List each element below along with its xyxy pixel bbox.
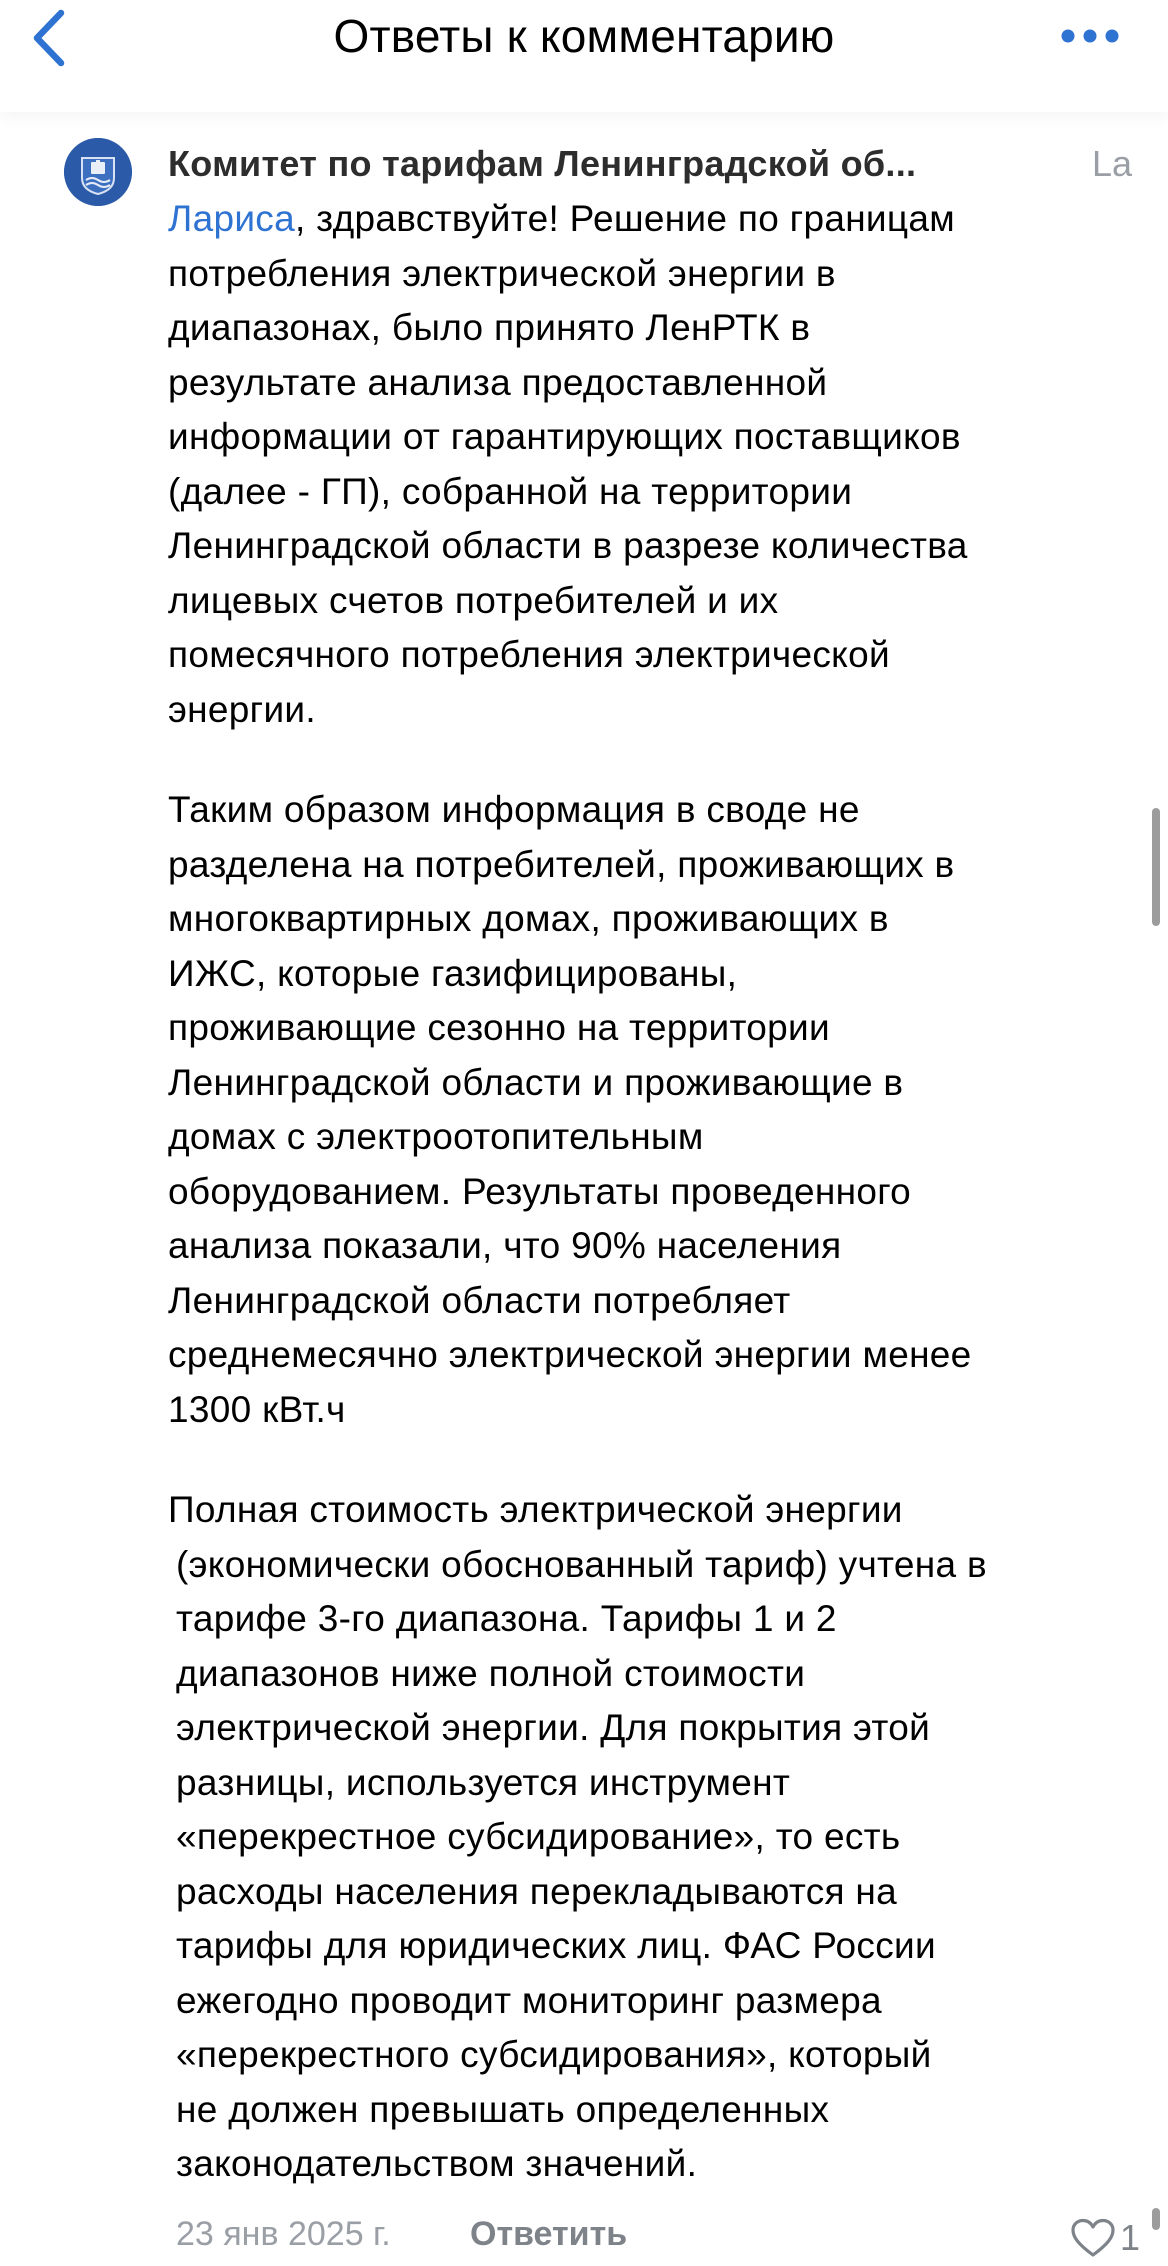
scroll-indicator-bottom [1152, 2208, 1160, 2230]
author-name[interactable]: Комитет по тарифам Ленинградской об... [168, 143, 917, 184]
text-line-part: , здравствуйте! Решение по границам [294, 198, 956, 239]
author-avatar[interactable] [64, 138, 132, 206]
text-line: (далее - ГП), собранной на территории [168, 470, 853, 512]
heart-outline-icon [1070, 2218, 1116, 2258]
comment [168, 136, 1138, 2262]
text-line: ИЖС, которые газифицированы, [168, 952, 738, 994]
text-line: 1300 кВт.ч [168, 1388, 346, 1430]
text-line: тарифы для юридических лиц. ФАС России [176, 1925, 936, 1966]
text-line: энергии. [168, 688, 316, 730]
text-line: Ленинградской области потребляет [168, 1279, 791, 1321]
text-line: информации от гарантирующих поставщиков [168, 416, 961, 457]
comment-header [168, 136, 1138, 192]
text-line: Полная стоимость электрической энергии [168, 1489, 903, 1530]
text-line: анализа показали, что 90% населения [168, 1225, 842, 1266]
text-line: законодательством значений. [176, 2143, 698, 2184]
comment-date: 23 янв 2025 г. [176, 2214, 391, 2253]
text-line: (экономически обоснованный тариф) учтена в [176, 1543, 987, 1585]
text-line: тарифе 3-го диапазона. Тарифы 1 и 2 [176, 1598, 837, 1639]
text-line: Ленинградской области в разрезе количества [168, 525, 968, 566]
text-line: лицевых счетов потребителей и их [168, 579, 779, 621]
text-line: среднемесячно электрической энергии менее [168, 1334, 972, 1375]
text-line: «перекрестное субсидирование», то есть [176, 1816, 901, 1857]
text-line: не должен превышать определенных [176, 2088, 830, 2130]
reply-button[interactable]: Ответить [470, 2214, 628, 2253]
text-line: электрической энергии. Для покрытия этой [176, 1707, 931, 1748]
comment-paragraph-1 [168, 192, 1138, 737]
author-extra[interactable]: La [1091, 143, 1132, 184]
text-line: потребления электрической энергии в [168, 252, 836, 294]
mention-link[interactable]: Лариса [168, 198, 295, 239]
more-options-button[interactable] [1050, 8, 1130, 64]
text-line: «перекрестного субсидирования», который [176, 2034, 932, 2075]
text-line: разницы, используется инструмент [176, 1761, 791, 1803]
text-line: помесячного потребления электрической [168, 634, 890, 675]
text-line: диапазонов ниже полной стоимости [176, 1652, 806, 1694]
text-line: оборудованием. Результаты проведенного [168, 1170, 912, 1212]
text-line: результате анализа предоставленной [168, 361, 828, 403]
coat-of-arms-icon [64, 138, 132, 206]
text-line: ежегодно проводит мониторинг размера [176, 1979, 882, 2021]
comment-paragraph-3 [168, 1483, 1138, 2192]
text-line: проживающие сезонно на территории [168, 1007, 830, 1048]
page-title: Ответы к комментарию [333, 10, 835, 62]
like-count: 1 [1119, 2216, 1140, 2258]
text-line: Ленинградской области и проживающие в [168, 1061, 904, 1103]
comment-paragraph-2 [168, 783, 1138, 1437]
text-line: многоквартирных домах, проживающих в [168, 898, 889, 939]
comment-footer [168, 2206, 1138, 2262]
top-nav-bar [0, 0, 1168, 112]
text-line: разделена на потребителей, проживающих в [168, 843, 955, 885]
text-line: расходы населения перекладываются на [176, 1870, 898, 1912]
text-line: домах с электроотопительным [168, 1116, 704, 1157]
text-line: диапазонах, было принято ЛенРТК в [168, 307, 811, 348]
text-line [168, 192, 1138, 247]
like-button[interactable] [1070, 2210, 1140, 2266]
more-dots-icon [1060, 28, 1120, 44]
text-line: Таким образом информация в своде не [168, 789, 860, 830]
scrollbar[interactable] [1152, 808, 1160, 926]
